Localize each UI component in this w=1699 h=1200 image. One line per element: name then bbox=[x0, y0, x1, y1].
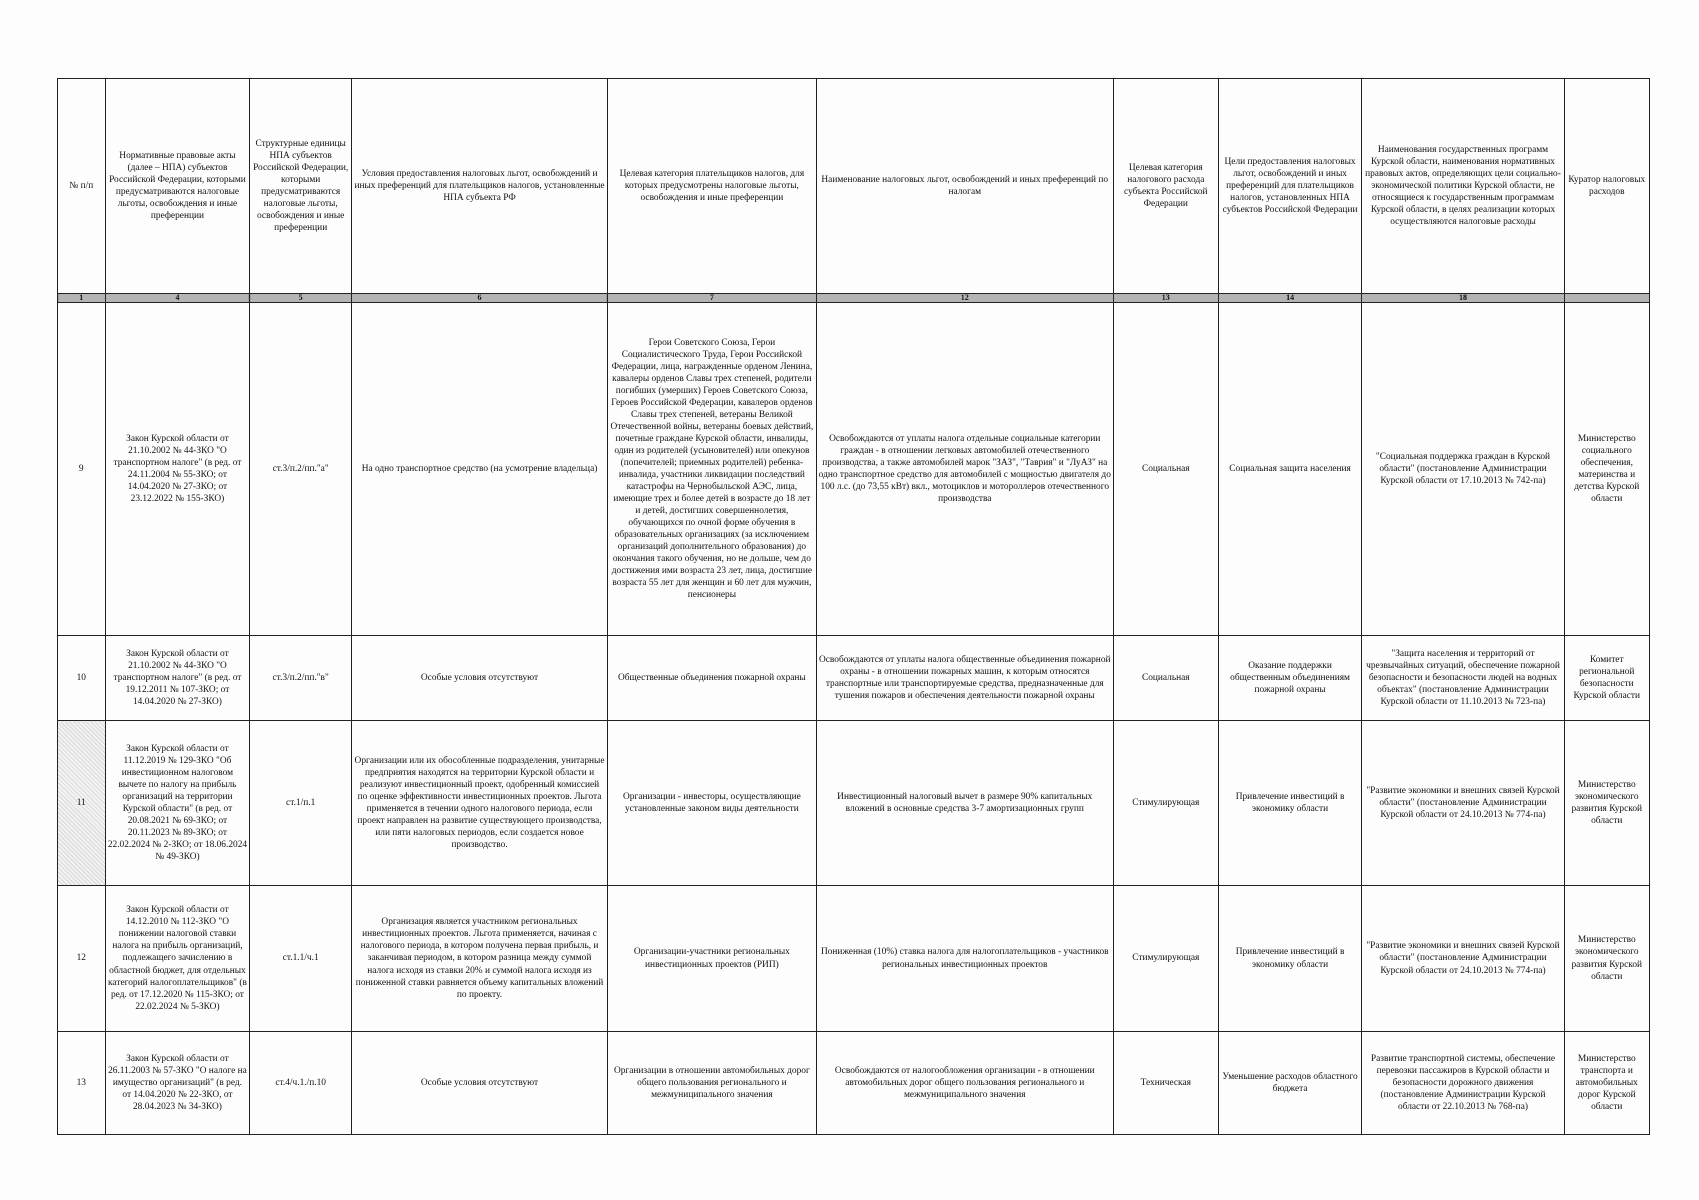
state-program-cell: "Развитие экономики и внешних связей Курской области" (постановление Администрации Курской области от 24.10.2013 № 774-па) bbox=[1362, 721, 1564, 886]
table-row bbox=[58, 886, 1650, 1032]
header-cell: Нормативные правовые акты (далее – НПА) субъектов Российской Федерации, которыми предусматриваются налоговые льготы, освобождения и иные преференции bbox=[105, 79, 250, 294]
curator-cell: Комитет региональной безопасности Курской области bbox=[1564, 636, 1649, 721]
target-category-cell: Стимулирующая bbox=[1113, 886, 1218, 1032]
legal-act-cell: Закон Курской области от 21.10.2002 № 44-ЗКО "О транспортном налоге" (в ред. от 19.12.2011 № 107-ЗКО; от 14.04.2020 № 27-ЗКО) bbox=[105, 636, 250, 721]
column-number bbox=[1564, 294, 1649, 303]
column-number: 14 bbox=[1218, 294, 1362, 303]
column-number: 18 bbox=[1362, 294, 1564, 303]
header-cell: Целевая категория плательщиков налогов, для которых предусмотрены налоговые льготы, освобождения и иные преференции bbox=[608, 79, 817, 294]
conditions-cell: На одно транспортное средство (на усмотрение владельца) bbox=[351, 303, 607, 636]
conditions-cell: Организация является участником региональных инвестиционных проектов. Льгота применяется, начиная с налогового периода, в котором получена первая прибыль, и заканчивая периодом, в котором разница между суммой налога исходя из ставки 20% и суммой налога исходя из пониженной ставки равняется объему капитальных вложений по проекту. bbox=[351, 886, 607, 1032]
header-row bbox=[58, 79, 1650, 294]
structural-unit-cell: ст.4/ч.1./п.10 bbox=[250, 1032, 352, 1135]
state-program-cell: "Социальная поддержка граждан в Курской области" (постановление Администрации Курской области от 17.10.2013 № 742-па) bbox=[1362, 303, 1564, 636]
table-row bbox=[58, 636, 1650, 721]
taxpayer-category-cell: Организации-участники региональных инвестиционных проектов (РИП) bbox=[608, 886, 817, 1032]
column-number: 5 bbox=[250, 294, 352, 303]
legal-act-cell: Закон Курской области от 26.11.2003 № 57-ЗКО "О налоге на имущество организаций" (в ред. от 14.04.2020 № 22-ЗКО, от 28.04.2023 № 34-ЗКО) bbox=[105, 1032, 250, 1135]
benefit-name-cell: Инвестиционный налоговый вычет в размере 90% капитальных вложений в основные средства 3-7 амортизационных групп bbox=[816, 721, 1113, 886]
taxpayer-category-cell: Герои Советского Союза, Герои Социалистического Труда, Герои Российской Федерации, лица, награжденные орденом Ленина, кавалеры орденов Славы трех степеней, родители погибших (умерших) Героев Советского Союза, Героев Российской Федерации, кавалеров орденов Славы трех степеней, ветераны Великой Отечественной войны, ветераны боевых действий, почетные граждане Курской области, инвалиды, один из родителей (усыновителей) или опекунов (попечителей; приемных родителей) ребенка-инвалида, участники ликвидации последствий катастрофы на Чернобыльской АЭС, лица, имеющие трех и более детей в возрасте до 18 лет и детей, достигших совершеннолетия, обучающихся по очной форме обучения в образовательных организациях (за исключением организаций дополнительного образования) до окончания такого обучения, но не дольше, чем до достижения ими возраста 23 лет, лица, достигшие возраста 55 лет для женщин и 60 лет для мужчин, пенсионеры bbox=[608, 303, 817, 636]
curator-cell: Министерство социального обеспечения, материнства и детства Курской области bbox=[1564, 303, 1649, 636]
column-number-row bbox=[58, 294, 1650, 303]
target-category-cell: Социальная bbox=[1113, 636, 1218, 721]
legal-act-cell: Закон Курской области от 11.12.2019 № 129-ЗКО "Об инвестиционном налоговом вычете по налогу на прибыль организаций на территории Курской области" (в ред. от 20.08.2021 № 69-ЗКО; от 20.11.2023 № 89-ЗКО; от 22.02.2024 № 2-ЗКО; от 18.06.2024 № 49-ЗКО) bbox=[105, 721, 250, 886]
target-category-cell: Техническая bbox=[1113, 1032, 1218, 1135]
column-number: 13 bbox=[1113, 294, 1218, 303]
state-program-cell: "Развитие экономики и внешних связей Курской области" (постановление Администрации Курской области от 24.10.2013 № 774-па) bbox=[1362, 886, 1564, 1032]
row-number-cell: 12 bbox=[58, 886, 106, 1032]
table-row bbox=[58, 1032, 1650, 1135]
structural-unit-cell: ст.1.1/ч.1 bbox=[250, 886, 352, 1032]
header-cell: Структурные единицы НПА субъектов Российской Федерации, которыми предусматриваются налоговые льготы, освобождения и иные преференции bbox=[250, 79, 352, 294]
header-cell: Наименования государственных программ Курской области, наименования нормативных правовых актов, определяющих цели социально-экономической политики Курской области, не относящиеся к государственным программам Курской области, в целях реализации которых осуществляются налоговые расходы bbox=[1362, 79, 1564, 294]
benefit-name-cell: Пониженная (10%) ставка налога для налогоплательщиков - участников региональных инвестиционных проектов bbox=[816, 886, 1113, 1032]
goal-cell: Привлечение инвестиций в экономику области bbox=[1218, 721, 1362, 886]
state-program-cell: Развитие транспортной системы, обеспечение перевозки пассажиров в Курской области и безопасности дорожного движения (постановление Администрации Курской области от 22.10.2013 № 768-па) bbox=[1362, 1032, 1564, 1135]
conditions-cell: Организации или их обособленные подразделения, унитарные предприятия находятся на территории Курской области и реализуют инвестиционный проект, одобренный комиссией по оценке эффективности инвестиционных проектов. Льгота применяется в течении одного налогового периода, если проект направлен на развитие существующего производства, или пяти налоговых периодов, если создается новое производство. bbox=[351, 721, 607, 886]
column-number: 6 bbox=[351, 294, 607, 303]
curator-cell: Министерство транспорта и автомобильных дорог Курской области bbox=[1564, 1032, 1649, 1135]
benefit-name-cell: Освобождаются от уплаты налога общественные объединения пожарной охраны - в отношении пожарных машин, к которым относятся транспортные или транспортируемые средства, предназначенные для тушения пожаров и обеспечения деятельности пожарной охраны bbox=[816, 636, 1113, 721]
taxpayer-category-cell: Общественные объединения пожарной охраны bbox=[608, 636, 817, 721]
tax-expenditure-table bbox=[57, 78, 1650, 1135]
header-cell: Куратор налоговых расходов bbox=[1564, 79, 1649, 294]
row-number-cell: 10 bbox=[58, 636, 106, 721]
header-cell: Целевая категория налогового расхода субъекта Российской Федерации bbox=[1113, 79, 1218, 294]
header-cell: Условия предоставления налоговых льгот, освобождений и иных преференций для плательщиков налогов, установленные НПА субъекта РФ bbox=[351, 79, 607, 294]
benefit-name-cell: Освобождаются от уплаты налога отдельные социальные категории граждан - в отношении легковых автомобилей отечественного производства, а также автомобилей марок "ЗАЗ", "Таврия" и "ЛуАЗ" на одно транспортное средство для автомобилей с мощностью двигателя до 100 л.с. (до 73,55 кВт) вкл., мотоциклов и мотороллеров отечественного производства bbox=[816, 303, 1113, 636]
conditions-cell: Особые условия отсутствуют bbox=[351, 1032, 607, 1135]
row-number-cell: 9 bbox=[58, 303, 106, 636]
goal-cell: Социальная защита населения bbox=[1218, 303, 1362, 636]
curator-cell: Министерство экономического развития Курской области bbox=[1564, 886, 1649, 1032]
table-row bbox=[58, 721, 1650, 886]
structural-unit-cell: ст.3/п.2/пп."в" bbox=[250, 636, 352, 721]
curator-cell: Министерство экономического развития Курской области bbox=[1564, 721, 1649, 886]
goal-cell: Оказание поддержки общественным объединениям пожарной охраны bbox=[1218, 636, 1362, 721]
conditions-cell: Особые условия отсутствуют bbox=[351, 636, 607, 721]
header-cell: Наименование налоговых льгот, освобождений и иных преференций по налогам bbox=[816, 79, 1113, 294]
column-number: 1 bbox=[58, 294, 106, 303]
column-number: 7 bbox=[608, 294, 817, 303]
row-number-cell: 13 bbox=[58, 1032, 106, 1135]
legal-act-cell: Закон Курской области от 21.10.2002 № 44-ЗКО "О транспортном налоге" (в ред. от 24.11.2004 № 55-ЗКО; от 14.04.2020 № 27-ЗКО; от 23.12.2022 № 155-ЗКО) bbox=[105, 303, 250, 636]
benefit-name-cell: Освобождаются от налогообложения организации - в отношении автомобильных дорог общего пользования регионального и межмуниципального значения bbox=[816, 1032, 1113, 1135]
table-row bbox=[58, 303, 1650, 636]
row-number-cell: 11 bbox=[58, 721, 106, 886]
taxpayer-category-cell: Организации - инвесторы, осуществляющие установленные законом виды деятельности bbox=[608, 721, 817, 886]
target-category-cell: Стимулирующая bbox=[1113, 721, 1218, 886]
column-number: 4 bbox=[105, 294, 250, 303]
structural-unit-cell: ст.1/п.1 bbox=[250, 721, 352, 886]
structural-unit-cell: ст.3/п.2/пп."а" bbox=[250, 303, 352, 636]
column-number: 12 bbox=[816, 294, 1113, 303]
header-cell: Цели предоставления налоговых льгот, освобождений и иных преференций для плательщиков налогов, установленных НПА субъектов Российской Федерации bbox=[1218, 79, 1362, 294]
state-program-cell: "Защита населения и территорий от чрезвычайных ситуаций, обеспечение пожарной безопасности и безопасности людей на водных объектах" (постановление Администрации Курской области от 11.10.2013 № 723-па) bbox=[1362, 636, 1564, 721]
header-cell: № п/п bbox=[58, 79, 106, 294]
goal-cell: Привлечение инвестиций в экономику области bbox=[1218, 886, 1362, 1032]
target-category-cell: Социальная bbox=[1113, 303, 1218, 636]
taxpayer-category-cell: Организации в отношении автомобильных дорог общего пользования регионального и межмуниципального значения bbox=[608, 1032, 817, 1135]
legal-act-cell: Закон Курской области от 14.12.2010 № 112-ЗКО "О понижении налоговой ставки налога на прибыль организаций, подлежащего зачислению в областной бюджет, для отдельных категорий налогоплательщиков" (в ред. от 17.12.2020 № 115-ЗКО; от 22.02.2024 № 5-ЗКО) bbox=[105, 886, 250, 1032]
goal-cell: Уменьшение расходов областного бюджета bbox=[1218, 1032, 1362, 1135]
